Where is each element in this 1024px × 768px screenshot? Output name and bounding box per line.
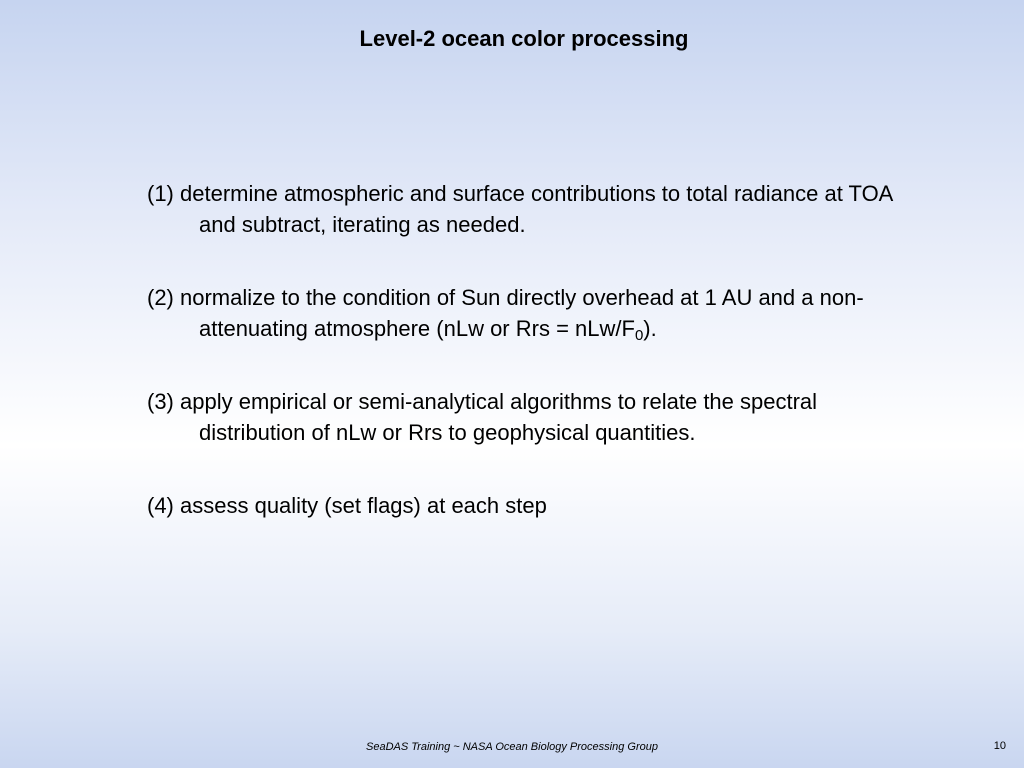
step-1: (1) determine atmospheric and surface contributions to total radiance at TOA and subtract, iterating as needed. [147, 181, 893, 237]
step-2-text-end: ). [643, 316, 657, 341]
slide-body [147, 178, 927, 563]
slide-title: Level-2 ocean color processing [359, 26, 689, 51]
step-2-text: (2) normalize to the condition of Sun directly overhead at 1 AU and a non-attenuating atmosphere (nLw or Rrs = nLw/F [147, 285, 864, 341]
step-3: (3) apply empirical or semi-analytical algorithms to relate the spectral distribution of nLw or Rrs to geophysical quantities. [147, 389, 818, 445]
step-2-subscript: 0 [634, 327, 644, 344]
step-2 [147, 282, 927, 344]
footer-text: SeaDAS Training ~ NASA Ocean Biology Processing Group [366, 741, 658, 753]
page-number: 10 [993, 740, 1006, 752]
step-4: (4) assess quality (set flags) at each step [147, 493, 547, 518]
